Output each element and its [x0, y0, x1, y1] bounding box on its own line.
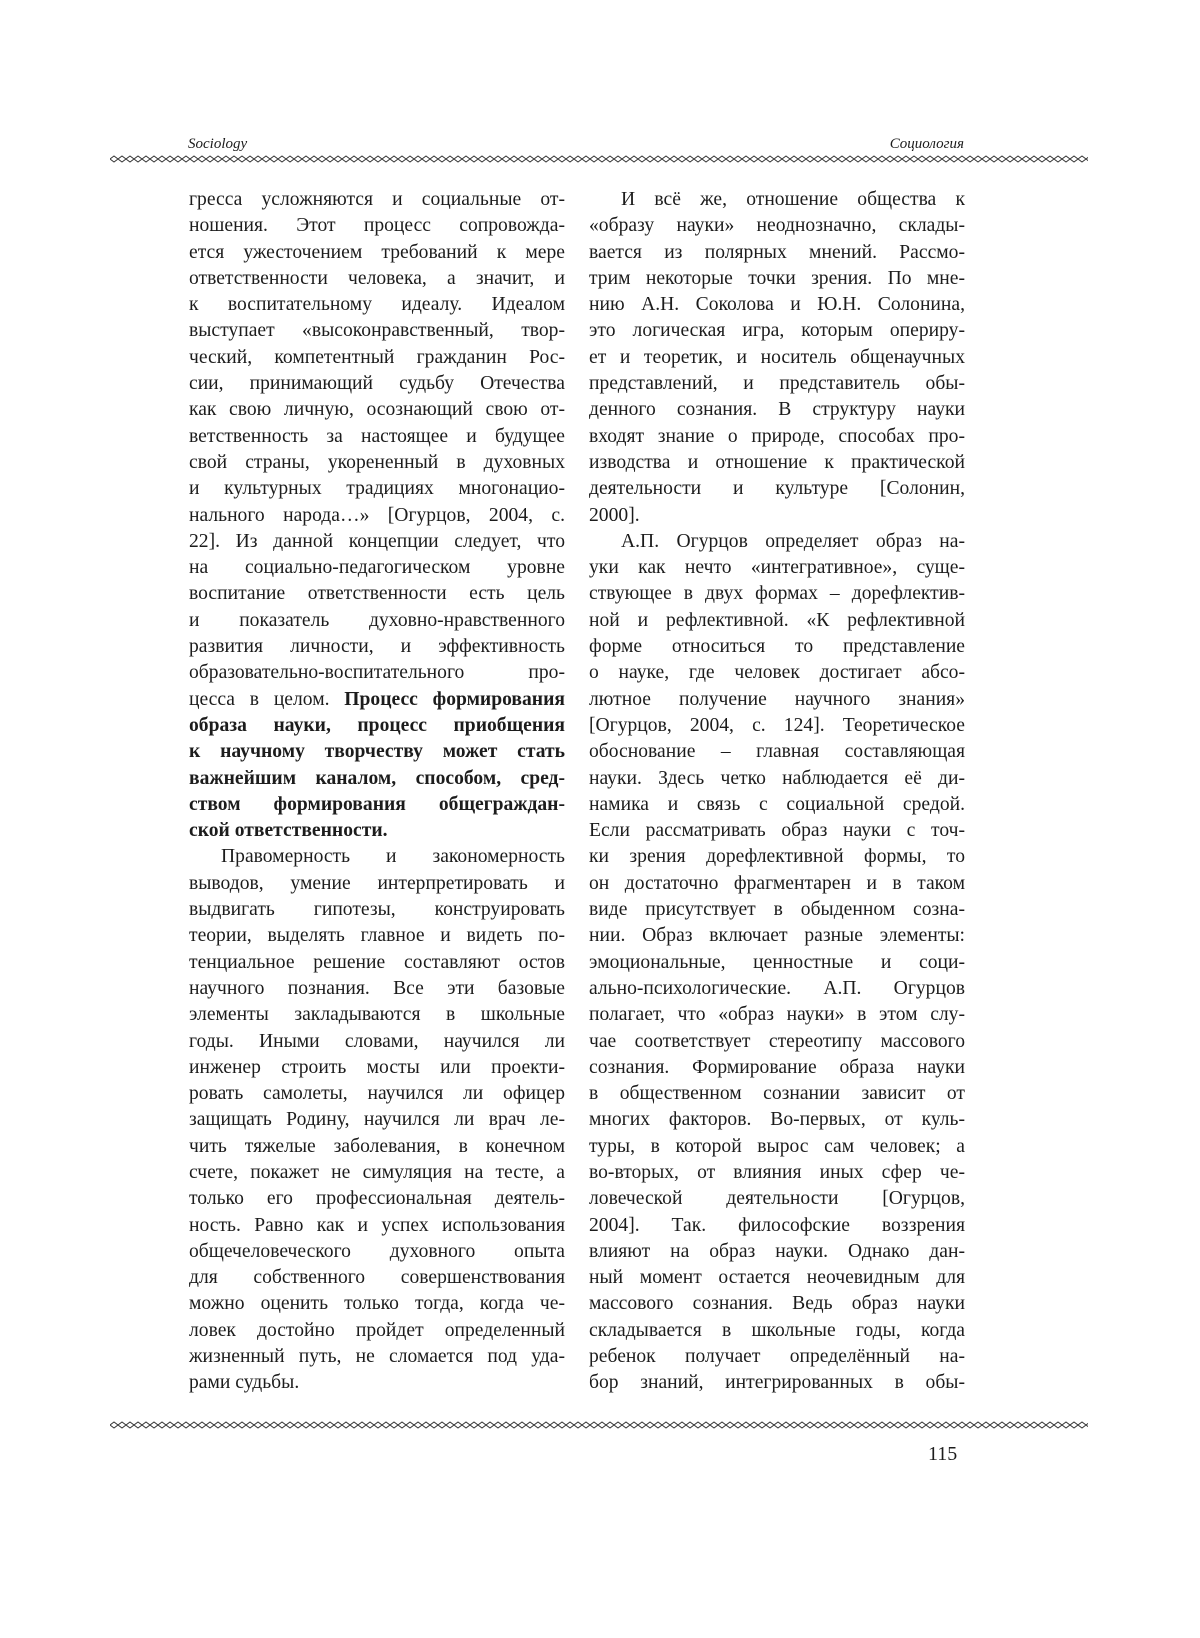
text-run: уки как нечто «интегративное», суще- — [589, 557, 965, 579]
text-run: 2000]. — [589, 504, 640, 526]
left-text-column — [189, 187, 565, 1397]
text-line — [589, 345, 965, 371]
text-run: ческий, компетентный гражданин Рос- — [189, 346, 565, 368]
text-line — [589, 739, 965, 765]
text-run: бор знаний, интегрированных в обы- — [589, 1372, 965, 1394]
text-line — [589, 1029, 965, 1055]
text-run: сознания. Формирование образа науки — [589, 1056, 965, 1078]
text-line — [589, 397, 965, 423]
text-line — [589, 1134, 965, 1160]
text-run: защищать Родину, научился ли врач ле- — [189, 1109, 565, 1131]
text-line — [589, 713, 965, 739]
right-text-column — [589, 187, 965, 1397]
text-line — [589, 476, 965, 502]
text-line — [189, 739, 565, 765]
text-line — [589, 213, 965, 239]
text-run: трим некоторые точки зрения. По мне- — [589, 267, 965, 289]
text-run: он достаточно фрагментарен и в таком — [589, 872, 965, 894]
text-line — [189, 1344, 565, 1370]
text-run: входят знание о природе, способах про- — [589, 425, 965, 447]
text-run: о науке, где человек достигает абсо- — [589, 662, 965, 684]
text-run: выступает «высоконравственный, твор- — [189, 320, 565, 342]
text-run: ношения. Этот процесс сопровожда- — [189, 215, 565, 237]
text-line — [189, 1186, 565, 1212]
text-run: как свою личную, осознающий свою от- — [189, 399, 565, 421]
text-line — [589, 818, 965, 844]
text-line — [189, 766, 565, 792]
text-line — [589, 240, 965, 266]
text-line — [189, 476, 565, 502]
text-run: рами судьбы. — [189, 1372, 300, 1394]
text-run: это логическая игра, которым опериру- — [589, 320, 965, 342]
text-run: и показатель духовно-нравственного — [189, 609, 565, 631]
text-run: в общественном сознании зависит от — [589, 1083, 965, 1105]
text-run: туры, в которой вырос сам человек; а — [589, 1135, 965, 1157]
text-run: лютное получение научного знания» — [589, 688, 965, 710]
text-run: намика и связь с социальной средой. — [589, 793, 965, 815]
text-run: общечеловеческого духовного опыта — [189, 1240, 565, 1262]
text-line — [189, 213, 565, 239]
text-line — [589, 1291, 965, 1317]
text-run: чить тяжелые заболевания, в конечном — [189, 1135, 565, 1157]
text-run: выдвигать гипотезы, конструировать — [189, 899, 565, 921]
text-line — [189, 660, 565, 686]
text-run: ствующее в двух формах – дорефлектив- — [589, 583, 965, 605]
text-line — [589, 1213, 965, 1239]
text-run: ответственности человека, а значит, и — [189, 267, 565, 289]
text-line — [589, 976, 965, 1002]
text-line — [189, 1002, 565, 1028]
text-line — [589, 1055, 965, 1081]
text-run: ловеческой деятельности [Огурцов, — [589, 1188, 965, 1210]
text-run: ный момент остается неочевидным для — [589, 1267, 965, 1289]
text-line — [189, 424, 565, 450]
text-line — [189, 923, 565, 949]
text-line — [589, 266, 965, 292]
text-run: тенциальное решение составляют остов — [189, 951, 565, 973]
text-line — [589, 687, 965, 713]
text-line — [189, 818, 565, 844]
text-run: для собственного совершенствования — [189, 1267, 565, 1289]
text-run: ветственность за настоящее и будущее — [189, 425, 565, 447]
text-line — [189, 503, 565, 529]
text-run: 2004]. Так. философские воззрения — [589, 1214, 965, 1236]
text-run: массового сознания. Ведь образ науки — [589, 1293, 965, 1315]
text-line — [589, 555, 965, 581]
text-line — [189, 266, 565, 292]
text-run: только его профессиональная деятель- — [189, 1188, 565, 1210]
text-run: жизненный путь, не сломается под уда- — [189, 1346, 565, 1368]
text-line — [189, 292, 565, 318]
text-line — [589, 529, 965, 555]
text-run: науки. Здесь четко наблюдается её ди- — [589, 767, 965, 789]
text-line — [189, 792, 565, 818]
text-line — [589, 1239, 965, 1265]
text-line — [189, 1265, 565, 1291]
text-line — [189, 897, 565, 923]
text-line — [189, 713, 565, 739]
text-line — [189, 1055, 565, 1081]
text-run: форме относиться то представление — [589, 636, 965, 658]
text-line — [189, 687, 565, 713]
text-run: инженер строить мосты или проекти- — [189, 1056, 565, 1078]
text-run: ет и теоретик, и носитель общенаучных — [589, 346, 965, 368]
text-run: И всё же, отношение общества к — [621, 189, 965, 210]
text-run: воспитание ответственности есть цель — [189, 583, 565, 605]
text-run: гресса усложняются и социальные от- — [189, 189, 565, 210]
text-run: нию А.Н. Соколова и Ю.Н. Солонина, — [589, 294, 965, 316]
text-run: эмоциональные, ценностные и соци- — [589, 951, 965, 973]
header-journal-section-en: Sociology — [188, 136, 248, 152]
text-run: развития личности, и эффективность — [189, 636, 565, 658]
text-line — [589, 1265, 965, 1291]
text-run: ально-психологические. А.П. Огурцов — [589, 977, 965, 999]
text-line — [189, 844, 565, 870]
text-line — [189, 634, 565, 660]
bold-text-run: важнейшим каналом, способом, сред- — [189, 767, 565, 789]
text-run: обоснование – главная составляющая — [589, 741, 965, 763]
text-run: нии. Образ включает разные элементы: — [589, 925, 965, 947]
text-run: виде присутствует в обыденном созна- — [589, 899, 965, 921]
text-line — [589, 1160, 965, 1186]
text-run: выводов, умение интерпретировать и — [189, 872, 565, 894]
text-run: многих факторов. Во-первых, от куль- — [589, 1109, 965, 1131]
text-run: и культурных традициях многонацио- — [189, 478, 565, 500]
text-line — [589, 1186, 965, 1212]
text-run: ется ужесточением требований к мере — [189, 241, 565, 263]
text-line — [189, 529, 565, 555]
text-run: изводства и отношение к практической — [589, 451, 965, 473]
text-line — [589, 503, 965, 529]
text-run: можно оценить только тогда, когда че- — [189, 1293, 565, 1315]
text-line — [189, 976, 565, 1002]
text-run: складывается в школьные годы, когда — [589, 1319, 965, 1341]
text-line — [589, 792, 965, 818]
text-run: [Огурцов, 2004, с. 124]. Теоретическое — [589, 714, 965, 736]
text-run: А.П. Огурцов определяет образ на- — [621, 530, 965, 552]
text-line — [589, 450, 965, 476]
text-line — [589, 897, 965, 923]
text-line — [589, 844, 965, 870]
text-line — [589, 318, 965, 344]
text-run: образовательно-воспитательного про- — [189, 662, 565, 684]
text-line — [189, 318, 565, 344]
text-line — [589, 1318, 965, 1344]
text-line — [589, 660, 965, 686]
text-run: свой страны, укорененный в духовных — [189, 451, 565, 473]
text-line — [189, 581, 565, 607]
text-run: теории, выделять главное и видеть по- — [189, 925, 565, 947]
text-line — [589, 292, 965, 318]
text-line — [589, 424, 965, 450]
text-line — [189, 608, 565, 634]
text-run: цесса в целом. — [189, 688, 345, 710]
text-run: нального народа…» [Огурцов, 2004, с. — [189, 504, 565, 526]
text-run: чае соответствует стереотипу массового — [589, 1030, 965, 1052]
text-line — [589, 766, 965, 792]
text-line — [589, 1344, 965, 1370]
text-run: полагает, что «образ науки» в этом слу- — [589, 1004, 965, 1026]
text-run: элементы закладываются в школьные — [189, 1004, 565, 1026]
text-run: ровать самолеты, научился ли офицер — [189, 1083, 565, 1105]
text-line — [589, 634, 965, 660]
text-line — [189, 555, 565, 581]
text-line — [589, 1107, 965, 1133]
bottom-ornamental-rule — [110, 1420, 1088, 1430]
text-line — [189, 1107, 565, 1133]
text-line — [189, 1291, 565, 1317]
text-run: сии, принимающий судьбу Отечества — [189, 373, 565, 395]
text-line — [589, 1081, 965, 1107]
text-line — [189, 345, 565, 371]
bold-text-run: к научному творчеству может стать — [189, 741, 565, 763]
text-run: к воспитательному идеалу. Идеалом — [189, 294, 565, 316]
text-line — [189, 1134, 565, 1160]
text-line — [589, 581, 965, 607]
text-line — [189, 1318, 565, 1344]
text-run: во-вторых, от влияния иных сфер че- — [589, 1161, 965, 1183]
text-line — [189, 1160, 565, 1186]
text-line — [589, 371, 965, 397]
text-run: счете, покажет не симуляция на тесте, а — [189, 1161, 565, 1183]
text-line — [189, 1029, 565, 1055]
text-run: ки зрения дорефлективной формы, то — [589, 846, 965, 868]
text-run: вается из полярных мнений. Рассмо- — [589, 241, 965, 263]
header-journal-section-ru: Социология — [889, 136, 964, 152]
text-line — [189, 1213, 565, 1239]
text-line — [189, 371, 565, 397]
text-line — [189, 240, 565, 266]
text-run: влияют на образ науки. Однако дан- — [589, 1240, 965, 1262]
text-line — [589, 1370, 965, 1396]
top-ornamental-rule — [110, 154, 1088, 164]
bold-text-run: образа науки, процесс приобщения — [189, 714, 565, 736]
text-line — [589, 923, 965, 949]
text-line — [189, 1081, 565, 1107]
text-run: представлений, и представитель обы- — [589, 373, 965, 395]
text-line — [189, 1239, 565, 1265]
text-line — [189, 397, 565, 423]
text-run: 22]. Из данной концепции следует, что — [189, 530, 565, 552]
bold-text-run: Процесс формирования — [344, 688, 565, 710]
text-run: годы. Иными словами, научился ли — [189, 1030, 565, 1052]
text-run: денного сознания. В структуру науки — [589, 399, 965, 421]
text-run: деятельности и культуре [Солонин, — [589, 478, 965, 500]
bold-text-run: ской ответственности. — [189, 820, 388, 842]
text-run: на социально-педагогическом уровне — [189, 557, 565, 579]
text-line — [589, 871, 965, 897]
text-run: ность. Равно как и успех использования — [189, 1214, 565, 1236]
text-line — [189, 450, 565, 476]
text-line — [589, 950, 965, 976]
text-line — [189, 187, 565, 213]
text-line — [589, 187, 965, 213]
text-line — [189, 1370, 565, 1396]
text-run: ловек достойно пройдет определенный — [189, 1319, 565, 1341]
text-run: ребенок получает определённый на- — [589, 1346, 965, 1368]
text-run: научного познания. Все эти базовые — [189, 977, 565, 999]
text-run: Правомерность и закономерность — [221, 846, 565, 868]
text-run: «образу науки» неоднозначно, склады- — [589, 215, 965, 237]
text-line — [589, 1002, 965, 1028]
text-line — [189, 871, 565, 897]
page-number: 115 — [928, 1443, 958, 1465]
text-run: Если рассматривать образ науки с точ- — [589, 820, 965, 842]
text-line — [189, 950, 565, 976]
text-run: ной и рефлективной. «К рефлективной — [589, 609, 965, 631]
text-line — [589, 608, 965, 634]
bold-text-run: ством формирования общеграждан- — [189, 793, 565, 815]
